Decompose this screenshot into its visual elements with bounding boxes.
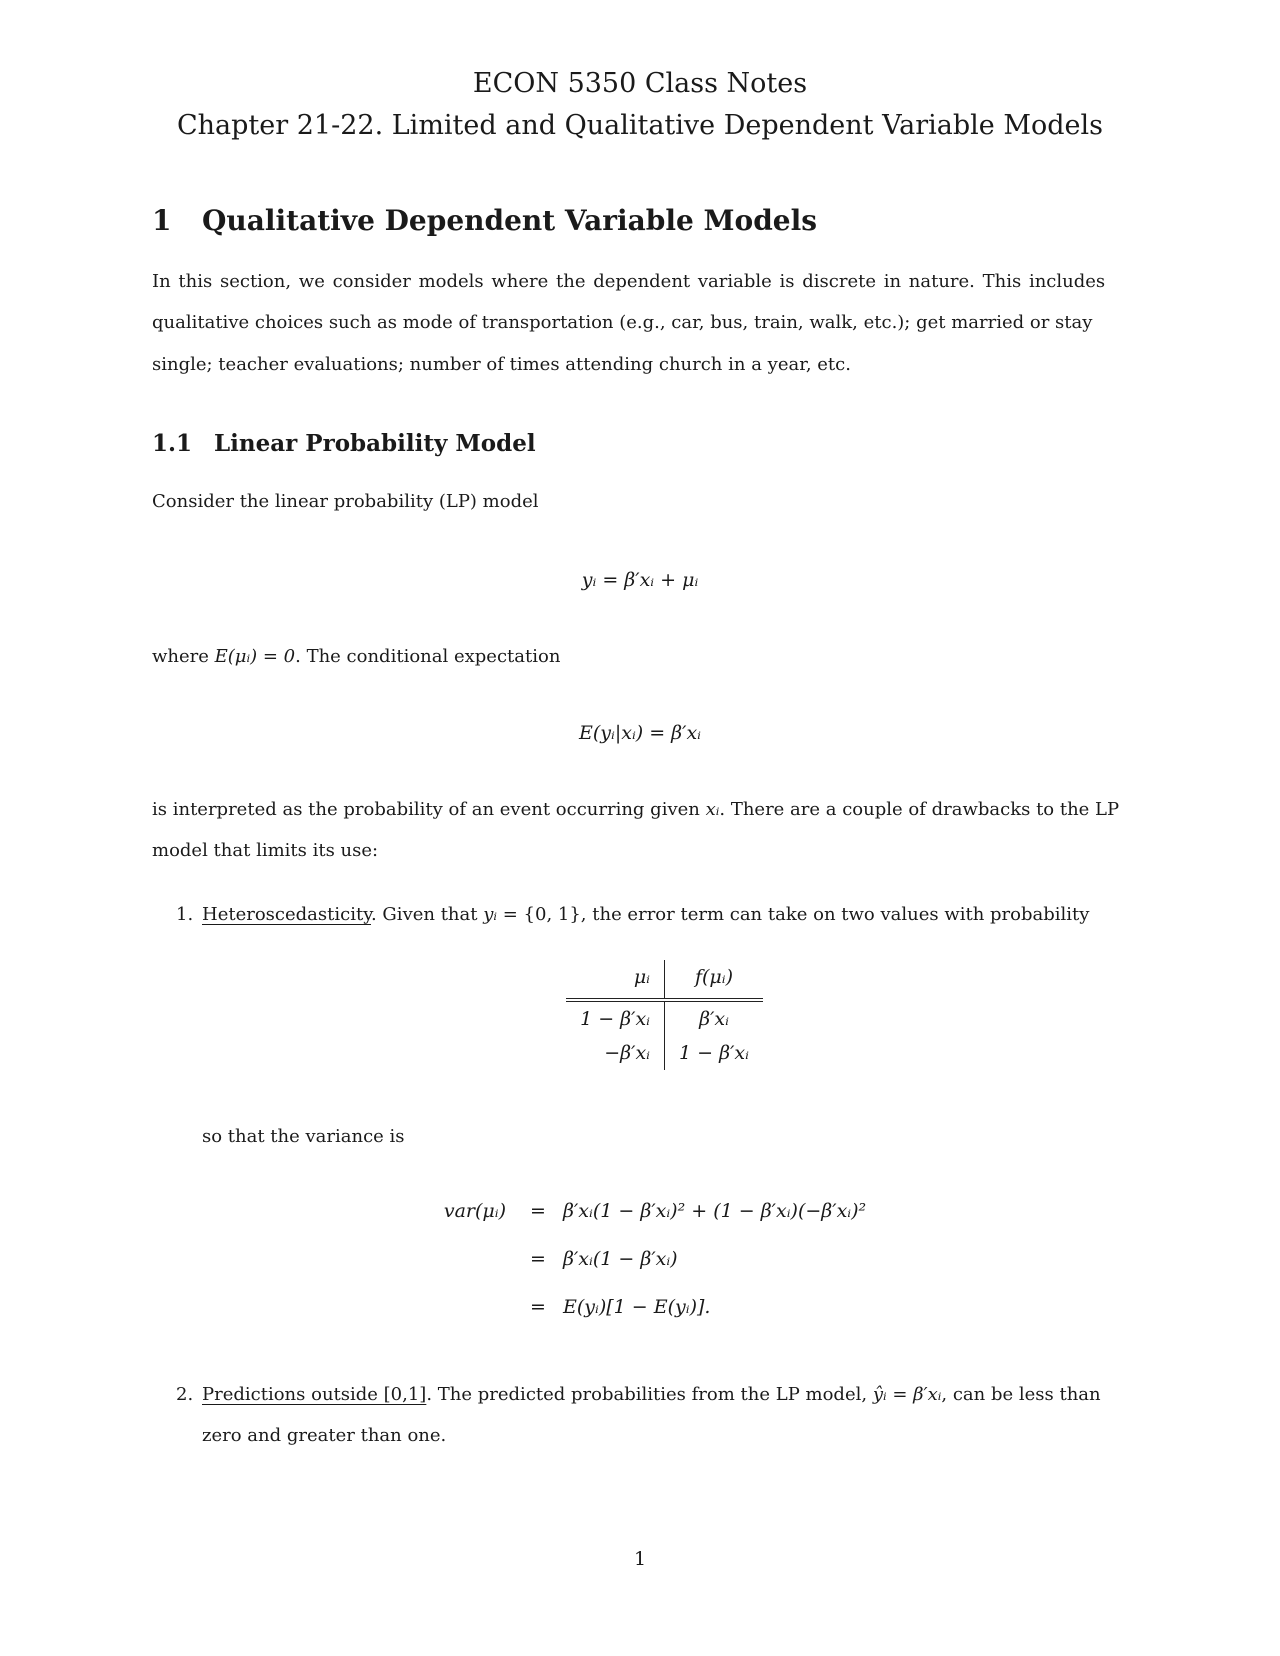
list-item-heteroscedasticity [176, 904, 1089, 925]
section-title: Qualitative Dependent Variable Models [202, 204, 817, 237]
table-row [566, 1036, 763, 1070]
item2-math-a: ŷᵢ = β′xᵢ [872, 1384, 942, 1405]
item1-text-a: . Given that [370, 904, 484, 925]
table-cell: β′xᵢ [699, 1008, 729, 1030]
equation-conditional-expectation-expr: E(yᵢ|xᵢ) = β′xᵢ [578, 722, 702, 744]
interpretation-line-1 [152, 799, 1119, 820]
intro-line-2: qualitative choices such as mode of transportation (e.g., car, bus, train, walk, etc.); get married or stay [152, 312, 1093, 333]
interp-prefix: is interpreted as the probability of an event occurring given [152, 799, 706, 820]
list-item-predictions [176, 1384, 1101, 1405]
subsection-title: Linear Probability Model [214, 430, 536, 457]
consider-text: Consider the linear probability (LP) model [152, 491, 539, 512]
variance-equals: = [530, 1248, 546, 1270]
subsection-number: 1.1 [152, 430, 193, 457]
where-math: E(μᵢ) = 0 [214, 646, 296, 667]
interp-suffix: . There are a couple of drawbacks to the LP [719, 799, 1120, 820]
table-header-row [566, 960, 763, 1000]
item2-text-b: , can be less than [941, 1384, 1101, 1405]
equation-lp-model [0, 569, 1280, 591]
intro-line-3: single; teacher evaluations; number of times attending church in a year, etc. [152, 354, 851, 375]
document-subtitle: Chapter 21-22. Limited and Qualitative Dependent Variable Models [177, 110, 1103, 141]
table-header-cell: μᵢ [566, 960, 665, 1000]
variance-rhs-3: E(yᵢ)[1 − E(yᵢ)]. [563, 1296, 711, 1318]
item2-text-a: . The predicted probabilities from the LP model, [426, 1384, 873, 1405]
item1-math-a: yᵢ [483, 904, 498, 925]
equation-lp-model-expr: yᵢ = β′xᵢ + μᵢ [581, 569, 699, 591]
error-distribution-table [566, 960, 763, 1070]
list-item-number: 2. [176, 1384, 194, 1405]
table-cell: 1 − β′xᵢ [566, 1000, 665, 1036]
variance-equals: = [530, 1200, 546, 1222]
interpretation-line-2: model that limits its use: [152, 840, 379, 861]
subsection-heading [152, 430, 536, 457]
so-that-text: so that the variance is [202, 1126, 405, 1147]
table-cell: 1 − β′xᵢ [679, 1042, 749, 1064]
list-item-number: 1. [176, 904, 194, 925]
equation-conditional-expectation [0, 722, 1280, 744]
table-cell: −β′xᵢ [566, 1036, 665, 1070]
variance-lhs: var(μᵢ) [443, 1200, 506, 1222]
where-suffix: . The conditional expectation [295, 646, 561, 667]
page-number: 1 [633, 1548, 647, 1570]
intro-line-1: In this section, we consider models where the dependent variable is discrete in nature. This includes [152, 271, 1106, 292]
list-item-title: Heteroscedasticity [202, 904, 371, 925]
variance-rhs-1: β′xᵢ(1 − β′xᵢ)² + (1 − β′xᵢ)(−β′xᵢ)² [563, 1200, 867, 1222]
interp-math: xᵢ [705, 799, 720, 820]
section-number: 1 [152, 204, 172, 237]
section-heading [152, 204, 817, 237]
variance-equals: = [530, 1296, 546, 1318]
document-title: ECON 5350 Class Notes [472, 68, 808, 99]
table-row [566, 1000, 763, 1036]
item1-text-b: = {0, 1}, the error term can take on two values with probability [497, 904, 1090, 925]
table-header-cell: f(μᵢ) [665, 960, 764, 1000]
variance-rhs-2: β′xᵢ(1 − β′xᵢ) [563, 1248, 678, 1270]
where-text [152, 646, 560, 667]
where-prefix: where [152, 646, 215, 667]
item2-line-2: zero and greater than one. [202, 1425, 447, 1446]
list-item-title: Predictions outside [0,1] [202, 1384, 427, 1405]
